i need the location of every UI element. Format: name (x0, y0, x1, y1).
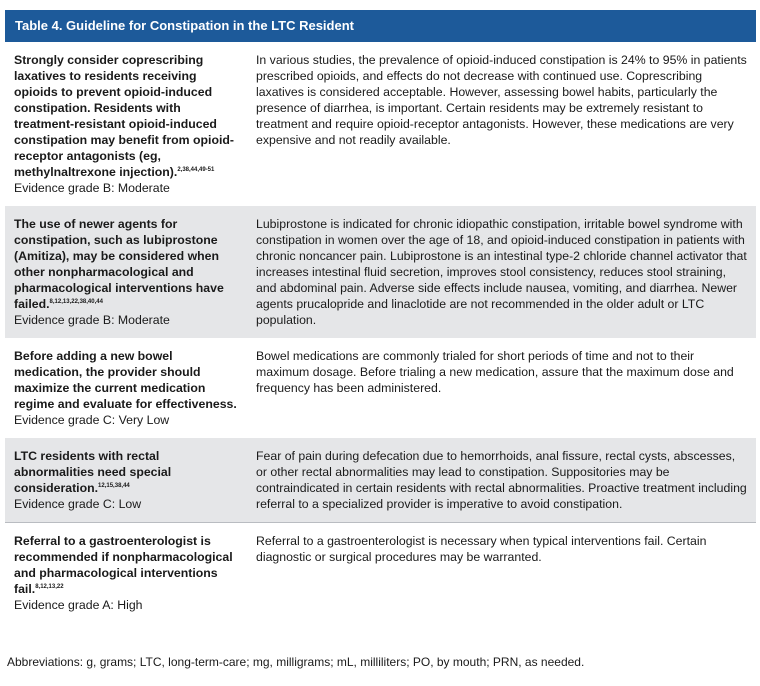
evidence-grade: Evidence grade B: Moderate (14, 313, 170, 327)
evidence-grade: Evidence grade C: Low (14, 497, 142, 511)
table-title: Table 4. Guideline for Constipation in the LTC Resident (5, 10, 756, 42)
reference-superscript: 8,12,13,22,38,40,44 (49, 298, 103, 305)
reference-superscript: 12,15,38,44 (98, 482, 130, 489)
recommendation-cell (5, 338, 248, 438)
description-cell: Fear of pain during defecation due to hemorrhoids, anal fissure, rectal cysts, abscesses, or other rectal abnormalities may lead to constipation. Suppositories may be contraindicated in certain residents with rectal abnormalities. Proactive treatment including referral to a specialized provider is imperative to avoid constipation. (248, 438, 756, 523)
recommendation-text: Referral to a gastroenterologist is recommended if nonpharmacological and pharmacological interventions fail. (14, 534, 233, 596)
evidence-grade: Evidence grade A: High (14, 598, 143, 612)
recommendation-cell (5, 42, 248, 206)
table-row (5, 42, 756, 206)
description-cell: Lubiprostone is indicated for chronic idiopathic constipation, irritable bowel syndrome with constipation in women over the age of 18, and opioid-induced constipation in patients with chronic noncancer pain. Lubiprostone is an intestinal type-2 chloride channel activator that increases intestinal fluid secretion, improves stool consistency, reduces stool straining, and abdominal pain. Adverse side effects include nausea, vomiting, and diarrhea. Newer agents prucalopride and linaclotide are not recommended in the older adult or LTC population. (248, 206, 756, 338)
recommendation-cell (5, 206, 248, 338)
recommendation-text: LTC residents with rectal abnormalities need special consideration. (14, 449, 172, 495)
reference-superscript: 2,38,44,49-51 (177, 166, 215, 173)
table-row (5, 438, 756, 523)
recommendation-text: The use of newer agents for constipation, such as lubiprostone (Amitiza), may be considered when other nonpharmacological and pharmacological interventions have failed. (14, 217, 224, 311)
description-cell: In various studies, the prevalence of opioid-induced constipation is 24% to 95% in patients prescribed opioids, and effects do not decrease with continued use. Coprescribing laxatives is considered acceptable. However, assessing bowel habits, particularly the presence of diarrhea, is important. Certain residents may be extremely resistant to treatment and require opioid-receptor antagonists. However, these medications are very expensive and not readily available. (256, 53, 747, 147)
table-row (5, 523, 756, 624)
description-cell: Referral to a gastroenterologist is necessary when typical interventions fail. Certain diagnostic or surgical procedures may be warranted. (248, 523, 756, 624)
table-row (5, 338, 756, 438)
recommendation-cell (5, 523, 248, 624)
evidence-grade: Evidence grade C: Very Low (14, 413, 170, 427)
guideline-rows (5, 42, 756, 623)
abbreviations-footnote: Abbreviations: g, grams; LTC, long-term-care; mg, milligrams; mL, milliliters; PO, by mouth; PRN, as needed. (7, 655, 585, 669)
table-row (5, 206, 756, 338)
description-cell: Bowel medications are commonly trialed for short periods of time and not to their maximum dosage. Before trialing a new medication, assure that the maximum dose and frequency has been administered. (256, 349, 734, 395)
reference-superscript: 8,12,13,22 (35, 583, 64, 590)
evidence-grade: Evidence grade B: Moderate (14, 181, 170, 195)
recommendation-cell (5, 438, 248, 523)
recommendation-text: Strongly consider coprescribing laxatives to residents receiving opioids to prevent opioid-induced constipation. Residents with treatment-resistant opioid-induced constipation may benefit from opioid-receptor antagonists (eg, methylnaltrexone injection). (14, 53, 234, 179)
recommendation-text: Before adding a new bowel medication, the provider should maximize the current medication regime and evaluate for effectiveness. (14, 349, 237, 411)
guideline-table (5, 10, 756, 623)
